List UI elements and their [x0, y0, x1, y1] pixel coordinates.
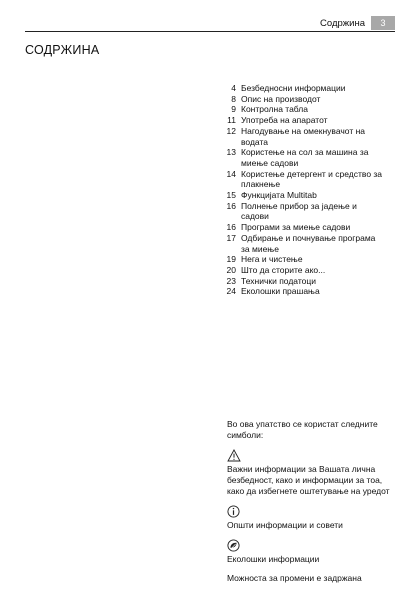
info-icon	[227, 505, 240, 518]
symbol-item-warning	[227, 449, 395, 497]
header-title: Содржина	[320, 17, 365, 29]
toc-label: Одбирање и почнување програма за миење	[241, 232, 376, 254]
toc-label: Полнење прибор за јадење и садови	[241, 200, 357, 222]
symbols-footer: Можноста за промени е задржана	[227, 573, 362, 583]
toc-label: Нагодување на омекнувачот на водата	[241, 125, 366, 147]
toc-entry	[226, 94, 386, 105]
toc-entry	[226, 83, 386, 94]
toc-entry	[226, 115, 386, 126]
warning-icon	[227, 449, 241, 462]
environment-icon	[227, 539, 240, 552]
toc-page-number: 11	[227, 115, 236, 126]
toc-page-number: 9	[231, 104, 236, 115]
toc-page-number: 14	[226, 168, 236, 179]
table-of-contents	[226, 83, 386, 297]
toc-entry	[226, 233, 386, 254]
toc-entry	[226, 276, 386, 287]
toc-label: Функцијата Multitab	[241, 190, 317, 201]
toc-label: Опис на производот	[241, 93, 321, 104]
symbol-item-info	[227, 505, 395, 531]
symbols-legend	[227, 419, 395, 584]
toc-page-number: 19	[226, 254, 236, 265]
toc-label: Програми за миење садови	[241, 222, 351, 233]
toc-page-number: 4	[231, 83, 236, 93]
page-number-badge: 3	[371, 16, 395, 30]
page-title: СОДРЖИНА	[25, 43, 100, 57]
toc-entry	[226, 126, 386, 147]
toc-page-number: 12	[226, 125, 236, 136]
toc-label: Контролна табла	[241, 104, 308, 115]
toc-label: Употреба на апаратот	[241, 115, 328, 126]
toc-page-number: 17	[226, 232, 236, 243]
toc-label: Користење детергент и средство за плакнење	[241, 168, 383, 190]
toc-page-number: 23	[226, 275, 236, 286]
toc-page-number: 16	[226, 200, 236, 211]
toc-entry	[226, 190, 386, 201]
header-divider	[25, 31, 395, 32]
symbol-environment-text: Еколошки информации	[227, 554, 320, 564]
toc-label: Користење на сол за машина за миење садови	[241, 147, 369, 168]
toc-page-number: 15	[226, 190, 236, 201]
toc-page-number: 20	[226, 264, 236, 275]
toc-entry	[226, 286, 386, 297]
toc-entry	[226, 104, 386, 115]
toc-entry	[226, 222, 386, 233]
symbols-intro: Во ова упатство се користат следните симболи:	[227, 419, 378, 440]
toc-label: Безбедносни информации	[241, 83, 346, 93]
toc-page-number: 24	[226, 286, 236, 297]
toc-entry	[226, 265, 386, 276]
symbol-item-environment	[227, 539, 395, 565]
toc-label: Технички податоци	[241, 275, 316, 286]
page-header	[320, 15, 395, 31]
toc-page-number: 13	[226, 147, 236, 158]
toc-label: Нега и чистење	[241, 254, 303, 265]
symbol-warning-text: Важни информации за Вашата лична безбедност, како и информации за тоа, како да избегнете оштетување на уредот	[227, 464, 390, 496]
toc-entry	[226, 147, 386, 168]
toc-label: Што да сторите ако...	[241, 264, 326, 275]
toc-label: Еколошки прашања	[241, 286, 320, 297]
toc-entry	[226, 254, 386, 265]
symbol-info-text: Општи информации и совети	[227, 520, 343, 530]
toc-page-number: 8	[231, 93, 236, 104]
toc-entry	[226, 201, 386, 222]
toc-entry	[226, 169, 386, 190]
toc-page-number: 16	[226, 222, 236, 233]
